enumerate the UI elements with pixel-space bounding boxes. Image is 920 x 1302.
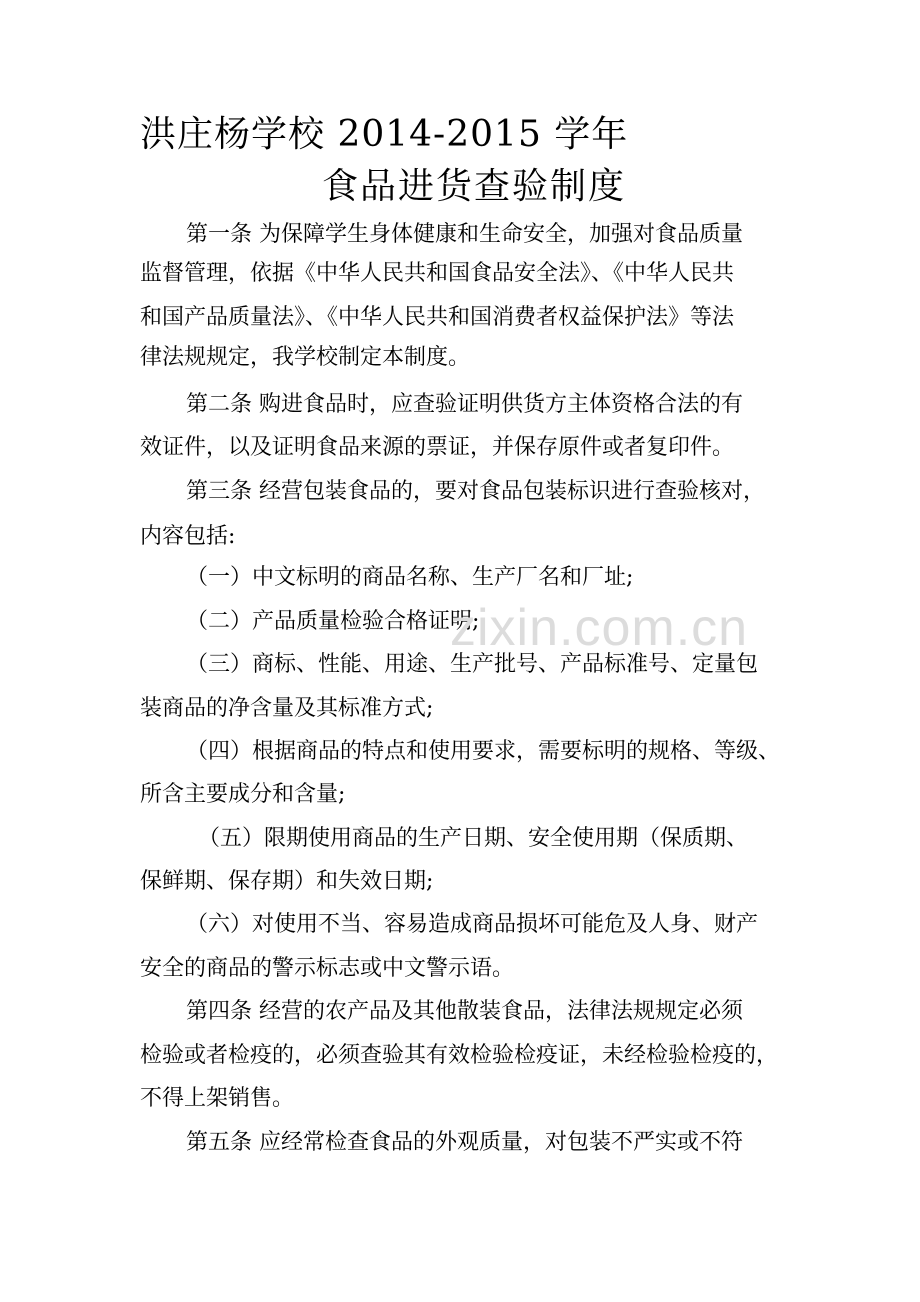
- item-5-line-1: （五）限期使用商品的生产日期、安全使用期（保质期、: [198, 826, 749, 851]
- watermark-text: zixin.com.cn: [450, 599, 749, 657]
- document-title-regulation: 食品进货查验制度: [322, 166, 627, 207]
- article-2-line-2: 效证件，以及证明食品来源的票证，并保存原件或者复印件。: [140, 435, 735, 460]
- article-4-line-1: 第四条 经营的农产品及其他散装食品，法律法规规定必须: [186, 999, 743, 1024]
- article-1-line-2: 监督管理，依据《中华人民共和国食品安全法》、《中华人民共: [140, 261, 735, 286]
- article-5-line-1: 第五条 应经常检查食品的外观质量，对包装不严实或不符: [186, 1130, 743, 1155]
- item-2-line-1: （二）产品质量检验合格证明;: [186, 609, 480, 634]
- item-3-line-2: 装商品的净含量及其标准方式;: [140, 696, 434, 721]
- article-1-line-4: 律法规规定，我学校制定本制度。: [140, 345, 471, 370]
- item-6-line-2: 安全的商品的警示标志或中文警示语。: [140, 956, 515, 981]
- item-5-line-2: 保鲜期、保存期）和失效日期;: [140, 869, 434, 894]
- item-4-line-2: 所含主要成分和含量;: [140, 782, 346, 807]
- article-2-line-1: 第二条 购进食品时，应查验证明供货方主体资格合法的有: [186, 392, 743, 417]
- item-3-line-1: （三）商标、性能、用途、生产批号、产品标准号、定量包: [186, 652, 759, 677]
- item-4-line-1: （四）根据商品的特点和使用要求，需要标明的规格、等级、: [186, 739, 781, 764]
- article-3-line-1: 第三条 经营包装食品的，要对食品包装标识进行查验核对，: [186, 479, 765, 504]
- article-1-line-3: 和国产品质量法》、《中华人民共和国消费者权益保护法》等法: [140, 305, 735, 330]
- item-1-line-1: （一）中文标明的商品名称、生产厂名和厂址;: [186, 565, 634, 590]
- article-3-line-2: 内容包括:: [140, 524, 236, 549]
- document-title-school-year: 洪庄杨学校 2014-2015 学年: [140, 114, 629, 155]
- article-4-line-2: 检验或者检疫的，必须查验其有效检验检疫证，未经检验检疫的，: [140, 1043, 779, 1068]
- article-1-line-1: 第一条 为保障学生身体健康和生命安全，加强对食品质量: [186, 222, 743, 247]
- article-4-line-3: 不得上架销售。: [140, 1086, 295, 1111]
- item-6-line-1: （六）对使用不当、容易造成商品损坏可能危及人身、财产: [186, 912, 759, 937]
